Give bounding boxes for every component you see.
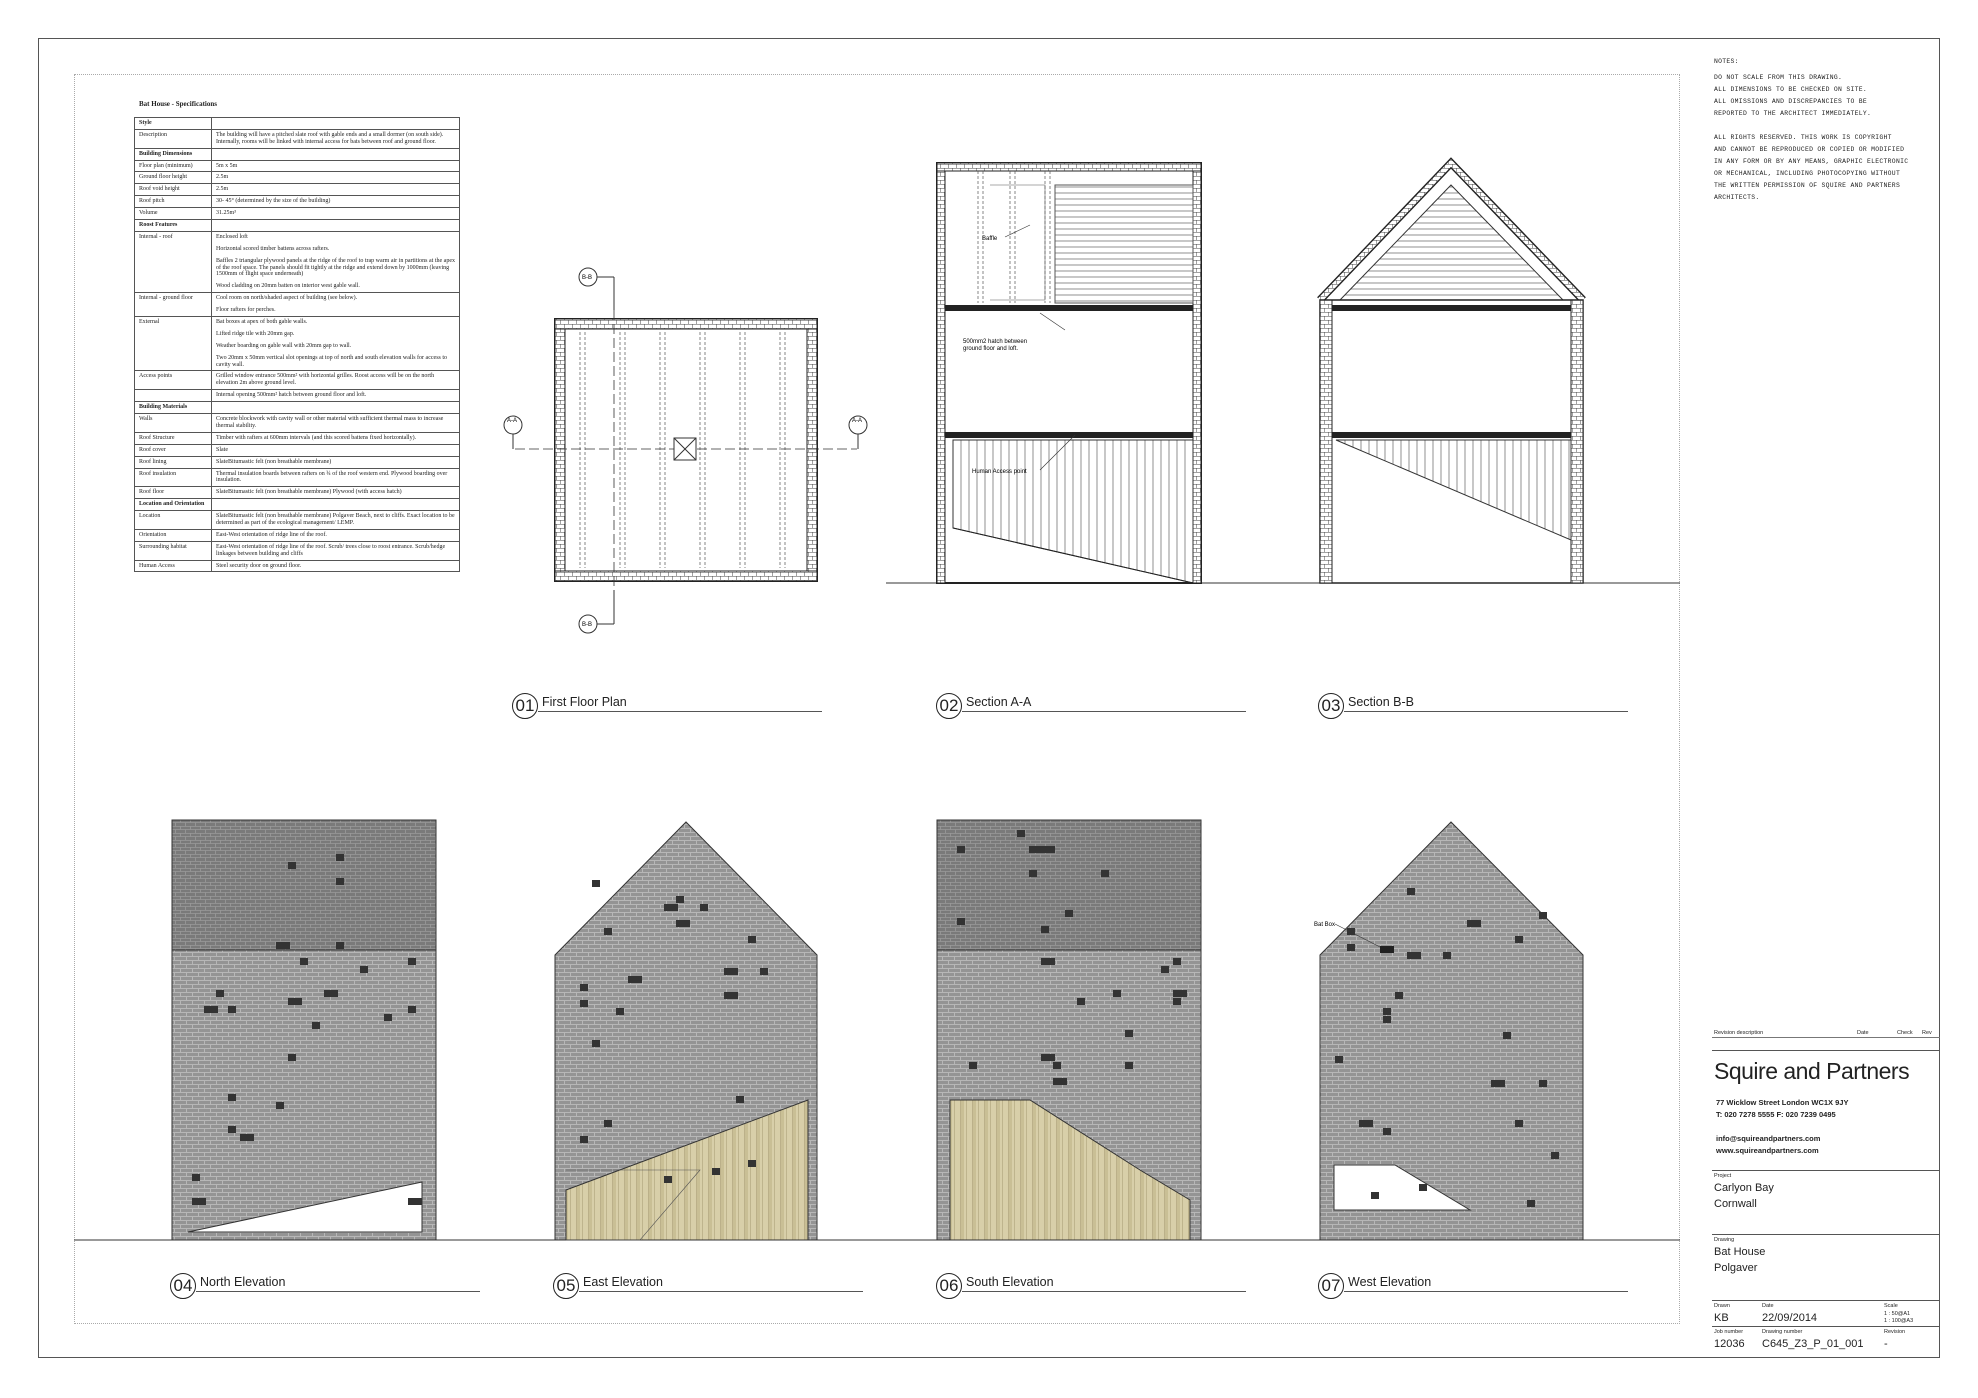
notes-line: AND CANNOT BE REPRODUCED OR COPIED OR MODIFIED xyxy=(1714,146,1905,153)
dark-brick xyxy=(1053,1078,1067,1085)
dark-brick xyxy=(1515,1120,1523,1127)
drawing-number-value: C645_Z3_P_01_001 xyxy=(1762,1338,1864,1350)
west-elevation xyxy=(1314,822,1583,1240)
drawing-line-1: Bat House xyxy=(1714,1246,1766,1258)
firm-email[interactable]: info@squireandpartners.com xyxy=(1716,1134,1821,1143)
notes-line: THE WRITTEN PERMISSION OF SQUIRE AND PARTNERS xyxy=(1714,182,1901,189)
dark-brick xyxy=(1383,1128,1391,1135)
dark-brick xyxy=(288,998,296,1005)
spec-value-paragraph: SlateBitumastic felt (non breathable membrane) Plywood (with access hatch) xyxy=(216,489,402,496)
dark-brick xyxy=(240,1134,254,1141)
dark-brick xyxy=(1335,1056,1343,1063)
drawing-title: North Elevation xyxy=(200,1275,286,1289)
notes-line: OR MECHANICAL, INCLUDING PHOTOCOPYING WITHOUT xyxy=(1714,170,1901,177)
first-floor-plan xyxy=(504,268,867,633)
dark-brick xyxy=(1065,910,1073,917)
dark-brick xyxy=(664,1176,672,1183)
dark-brick xyxy=(957,846,965,853)
revision-value: - xyxy=(1884,1338,1888,1350)
notes-title: NOTES: xyxy=(1714,58,1739,65)
dark-brick xyxy=(1551,1152,1559,1159)
notes-line: IN ANY FORM OR BY ANY MEANS, GRAPHIC ELECTRONIC xyxy=(1714,158,1909,165)
spec-value-paragraph: Two 20mm x 50mm vertical slot openings at top of north and south elevation walls for access to cavity wall. xyxy=(216,354,448,368)
dark-brick xyxy=(676,896,684,903)
dark-brick xyxy=(1395,992,1403,999)
dark-brick xyxy=(1527,1200,1535,1207)
dark-brick xyxy=(1383,1016,1391,1023)
spec-key: Style xyxy=(135,118,212,130)
spec-value-paragraph: Thermal insulation boards between rafters on ¾ of the roof western end. Plywood boarding over insulation. xyxy=(216,470,448,484)
dark-brick xyxy=(336,942,344,949)
hatch-label-line1: 500mm2 hatch between xyxy=(963,339,1028,345)
rev-date-header: Date xyxy=(1857,1030,1869,1036)
spec-value-paragraph: Enclosed loft xyxy=(216,233,248,240)
section-b-marker-top: B-B xyxy=(582,275,593,281)
spec-key: Internal - roof xyxy=(135,231,212,292)
spec-key: Description xyxy=(135,129,212,148)
dark-brick xyxy=(580,1136,588,1143)
section-b-b xyxy=(1320,163,1583,583)
spec-key: Floor plan (minimum) xyxy=(135,160,212,172)
dark-brick xyxy=(724,992,738,999)
spec-value-paragraph: East-West orientation of ridge line of the roof. xyxy=(216,531,327,538)
spec-key: Location and Orientation xyxy=(135,499,212,511)
label-underline xyxy=(962,711,1246,712)
spec-key: Walls xyxy=(135,414,212,433)
hatch-label-line2: ground floor and loft. xyxy=(963,346,1019,352)
notes-line: DO NOT SCALE FROM THIS DRAWING. xyxy=(1714,74,1843,81)
dark-brick xyxy=(604,1120,612,1127)
revision-header: Revision xyxy=(1884,1329,1906,1335)
spec-key: Human Access xyxy=(135,560,212,572)
dark-brick xyxy=(1503,1032,1511,1039)
dark-brick xyxy=(204,1006,218,1013)
drawing-label-04 xyxy=(170,1263,480,1299)
spec-value-paragraph: Baffles 2 triangular plywood panels at the ridge of the roof to trap warm air in partitions at the apex of the roof space. The panels should fit tightly at the ridge and extend down by 1000mm (leaving 1500mm of flight space underneath) xyxy=(216,257,455,278)
drawing-title: East Elevation xyxy=(583,1275,663,1289)
dark-brick xyxy=(1491,1080,1505,1087)
label-underline xyxy=(538,711,822,712)
drawing-title: Section A-A xyxy=(966,695,1032,709)
drawing-label-07 xyxy=(1318,1263,1628,1299)
project-header: Project xyxy=(1714,1173,1732,1179)
dark-brick xyxy=(1041,1054,1055,1061)
dark-brick xyxy=(724,968,738,975)
spec-value-paragraph: Bat boxes at apex of both gable walls. xyxy=(216,319,308,326)
human-access-label: Human Access point xyxy=(972,469,1027,475)
spec-value-paragraph: East-West orientation of ridge line of the roof. Scrub/ trees close to roost entrance. Scrub/hedge linkages between building and cliffs xyxy=(216,543,446,557)
dark-brick xyxy=(1041,958,1055,965)
spec-value-paragraph: Slate xyxy=(216,446,228,453)
notes-line: ALL OMISSIONS AND DISCREPANCIES TO BE xyxy=(1714,98,1867,105)
dark-brick xyxy=(192,1174,200,1181)
drawing-number-header: Drawing number xyxy=(1762,1329,1803,1335)
dark-brick xyxy=(408,958,416,965)
spec-value-paragraph: Concrete blockwork with cavity wall or other material with sufficient thermal mass to increase thermal stability. xyxy=(216,416,444,429)
firm-phone: T: 020 7278 5555 F: 020 7239 0495 xyxy=(1716,1110,1836,1119)
section-a-marker-right: A-A xyxy=(852,418,863,424)
drawing-number-circle: 03 xyxy=(1318,693,1344,719)
dark-brick xyxy=(1407,952,1421,959)
rev-desc-header: Revision description xyxy=(1714,1030,1764,1036)
date-header: Date xyxy=(1762,1303,1774,1309)
dark-brick xyxy=(1383,1008,1391,1015)
drawing-label-05 xyxy=(553,1263,863,1299)
dark-brick xyxy=(228,1126,236,1133)
dark-brick xyxy=(1017,830,1025,837)
spec-key: Orientation xyxy=(135,529,212,541)
drawing-number-circle: 02 xyxy=(936,693,962,719)
dark-brick xyxy=(748,936,756,943)
dark-brick xyxy=(1539,1080,1547,1087)
dark-brick xyxy=(1053,1062,1061,1069)
spec-value-paragraph: Horizontal scored timber battens across rafters. xyxy=(216,245,330,252)
dark-brick xyxy=(748,1160,756,1167)
drawing-label-03 xyxy=(1318,683,1628,719)
dark-brick xyxy=(712,1168,720,1175)
spec-key: Ground floor height xyxy=(135,172,212,184)
label-underline xyxy=(1344,711,1628,712)
dark-brick xyxy=(1041,926,1049,933)
dark-brick xyxy=(580,984,588,991)
spec-key: Location xyxy=(135,511,212,530)
dark-brick xyxy=(1077,998,1085,1005)
spec-key: External xyxy=(135,317,212,371)
dark-brick xyxy=(228,1006,236,1013)
dark-brick xyxy=(1371,1192,1379,1199)
drawing-label-02 xyxy=(936,683,1246,719)
spec-value-paragraph: 5m x 5m xyxy=(216,162,238,169)
dark-brick xyxy=(604,928,612,935)
spec-value-paragraph: Steel security door on ground floor. xyxy=(216,562,302,569)
dark-brick xyxy=(1125,1062,1133,1069)
spec-key: Building Dimensions xyxy=(135,148,212,160)
dark-brick xyxy=(408,1006,416,1013)
label-underline xyxy=(1344,1291,1628,1292)
spec-value-paragraph: Grilled window entrance 500mm² with horizontal grilles. Roost access will be on the north elevation 2m above ground level. xyxy=(216,373,435,387)
dark-brick xyxy=(676,920,690,927)
label-underline xyxy=(962,1291,1246,1292)
drawing-header: Drawing xyxy=(1714,1237,1735,1243)
dark-brick xyxy=(312,1022,320,1029)
dark-brick xyxy=(384,1014,392,1021)
drawing-label-06 xyxy=(936,1263,1246,1299)
dark-brick xyxy=(1173,990,1187,997)
dark-brick xyxy=(192,1198,200,1205)
date-value: 22/09/2014 xyxy=(1762,1312,1818,1324)
dark-brick xyxy=(1029,870,1037,877)
notes-line: ALL RIGHTS RESERVED. THIS WORK IS COPYRIGHT xyxy=(1714,134,1892,141)
drawing-number-circle: 04 xyxy=(170,1273,196,1299)
dark-brick xyxy=(1113,990,1121,997)
spec-value-paragraph: Cool room on north/shaded aspect of building (see below). xyxy=(216,295,358,302)
dark-brick xyxy=(760,968,768,975)
spec-value-paragraph: SlateBitumastic felt (non breathable membrane) Polgaver Beach, next to cliffs. Exact location to be determined as part of the ecological management/ LEMP. xyxy=(216,513,455,526)
dark-brick xyxy=(1125,1030,1133,1037)
spec-key: Access points xyxy=(135,371,212,390)
bat-box xyxy=(1380,946,1394,953)
baffle-label: Baffle xyxy=(982,236,998,242)
dark-brick xyxy=(1101,870,1109,877)
dark-brick xyxy=(1467,920,1481,927)
dark-brick xyxy=(1347,944,1355,951)
dark-brick xyxy=(336,878,344,885)
drawn-value: KB xyxy=(1714,1312,1729,1324)
scale-a3: 1 : 100@A3 xyxy=(1884,1318,1914,1324)
dark-brick xyxy=(957,918,965,925)
drawing-title: West Elevation xyxy=(1348,1275,1432,1289)
project-line-2: Cornwall xyxy=(1714,1198,1757,1210)
drawing-number-circle: 07 xyxy=(1318,1273,1344,1299)
dark-brick xyxy=(1443,952,1451,959)
spec-value-paragraph: Weather boarding on gable wall with 20mm gap to wall. xyxy=(216,342,352,349)
drawing-line-2: Polgaver xyxy=(1714,1262,1758,1274)
dark-brick xyxy=(276,942,290,949)
dark-brick xyxy=(1041,846,1055,853)
dark-brick xyxy=(336,854,344,861)
section-b-marker-bottom: B-B xyxy=(582,622,593,628)
spec-value-paragraph: Wood cladding on 20mm batten on interior west gable wall. xyxy=(216,283,360,290)
dark-brick xyxy=(1347,928,1355,935)
dark-brick xyxy=(360,966,368,973)
label-underline xyxy=(196,1291,480,1292)
spec-key: Roost Features xyxy=(135,220,212,232)
dark-brick xyxy=(664,904,678,911)
drawing-title: South Elevation xyxy=(966,1275,1054,1289)
spec-value-paragraph: 2.5m xyxy=(216,186,229,193)
project-line-1: Carlyon Bay xyxy=(1714,1182,1774,1194)
firm-website[interactable]: www.squireandpartners.com xyxy=(1716,1146,1819,1155)
spec-value-paragraph: Lifted ridge tile with 20mm gap. xyxy=(216,330,295,337)
dark-brick xyxy=(592,880,600,887)
dark-brick xyxy=(288,1054,296,1061)
drawing-number-circle: 06 xyxy=(936,1273,962,1299)
notes-line: ALL DIMENSIONS TO BE CHECKED ON SITE. xyxy=(1714,86,1867,93)
spec-key: Roof void height xyxy=(135,184,212,196)
spec-key: Roof lining xyxy=(135,456,212,468)
dark-brick xyxy=(580,1000,588,1007)
dark-brick xyxy=(616,1008,624,1015)
dark-brick xyxy=(276,1102,284,1109)
spec-value-paragraph: 30- 45° (determined by the size of the building) xyxy=(216,198,331,205)
dark-brick xyxy=(1407,888,1415,895)
dark-brick xyxy=(1173,958,1181,965)
spec-value-paragraph: SlateBitumastic felt (non breathable membrane) xyxy=(216,458,332,465)
section-a-marker-left: A-A xyxy=(507,418,518,424)
drawing-title: First Floor Plan xyxy=(542,695,627,709)
bat-box-label: Bat Box xyxy=(1314,922,1336,928)
dark-brick xyxy=(1029,846,1043,853)
dark-brick xyxy=(1173,998,1181,1005)
north-elevation xyxy=(172,820,436,1240)
dark-brick xyxy=(1419,1184,1427,1191)
dark-brick xyxy=(216,990,224,997)
spec-key: Roof cover xyxy=(135,444,212,456)
dark-brick xyxy=(1515,936,1523,943)
firm-address: 77 Wicklow Street London WC1X 9JY xyxy=(1716,1098,1849,1107)
job-number-header: Job number xyxy=(1714,1329,1744,1335)
dark-brick xyxy=(300,958,308,965)
section-a-a xyxy=(937,163,1201,583)
rev-check-header: Check xyxy=(1897,1030,1913,1036)
firm-name: Squire and Partners xyxy=(1714,1058,1910,1084)
dark-brick xyxy=(1359,1120,1373,1127)
drawing-number-circle: 05 xyxy=(553,1273,579,1299)
spec-key: Roof Structure xyxy=(135,432,212,444)
dark-brick xyxy=(1539,912,1547,919)
spec-value-paragraph: 2.5m xyxy=(216,174,229,181)
drawn-header: Drawn xyxy=(1714,1303,1730,1309)
spec-key: Internal - ground floor xyxy=(135,293,212,317)
dark-brick xyxy=(324,990,338,997)
dark-brick xyxy=(1161,966,1169,973)
drawing-number-circle: 01 xyxy=(512,693,538,719)
dark-brick xyxy=(408,1198,422,1205)
spec-key: Roof floor xyxy=(135,487,212,499)
dark-brick xyxy=(628,976,642,983)
spec-key: Roof insulation xyxy=(135,468,212,487)
scale-a1: 1 : 50@A1 xyxy=(1884,1311,1911,1317)
dark-brick xyxy=(700,904,708,911)
notes-line: ARCHITECTS. xyxy=(1714,194,1760,201)
spec-value-paragraph: Internal opening 500mm² hatch between ground floor and loft. xyxy=(216,392,367,399)
scale-header: Scale xyxy=(1884,1303,1898,1309)
notes-line: REPORTED TO THE ARCHITECT IMMEDIATELY. xyxy=(1714,110,1872,117)
drawing-title: Section B-B xyxy=(1348,695,1415,709)
rev-rev-header: Rev xyxy=(1922,1030,1932,1036)
spec-value-paragraph: Floor rafters for perches. xyxy=(216,307,276,314)
dark-brick xyxy=(736,1096,744,1103)
dark-brick xyxy=(592,1040,600,1047)
drawing-label-01 xyxy=(512,683,822,719)
spec-key: Volume xyxy=(135,208,212,220)
south-elevation xyxy=(937,820,1201,1240)
label-underline xyxy=(579,1291,863,1292)
spec-key: Building Materials xyxy=(135,402,212,414)
spec-title: Bat House - Specifications xyxy=(139,100,217,108)
spec-key: Roof pitch xyxy=(135,196,212,208)
dark-brick xyxy=(228,1094,236,1101)
spec-key: Surrounding habitat xyxy=(135,541,212,560)
dark-brick xyxy=(288,862,296,869)
spec-value-paragraph: The building will have a pitched slate roof with gable ends and a small dormer (on south side). Internally, rooms will be linked with internal access for bats between roof and ground floor. xyxy=(216,131,444,145)
dark-brick xyxy=(969,1062,977,1069)
spec-value-paragraph: 31.25m³ xyxy=(216,210,236,217)
spec-value-paragraph: Timber with rafters at 600mm intervals (and this scored battens fixed horizontally). xyxy=(216,434,417,441)
job-number-value: 12036 xyxy=(1714,1338,1745,1350)
